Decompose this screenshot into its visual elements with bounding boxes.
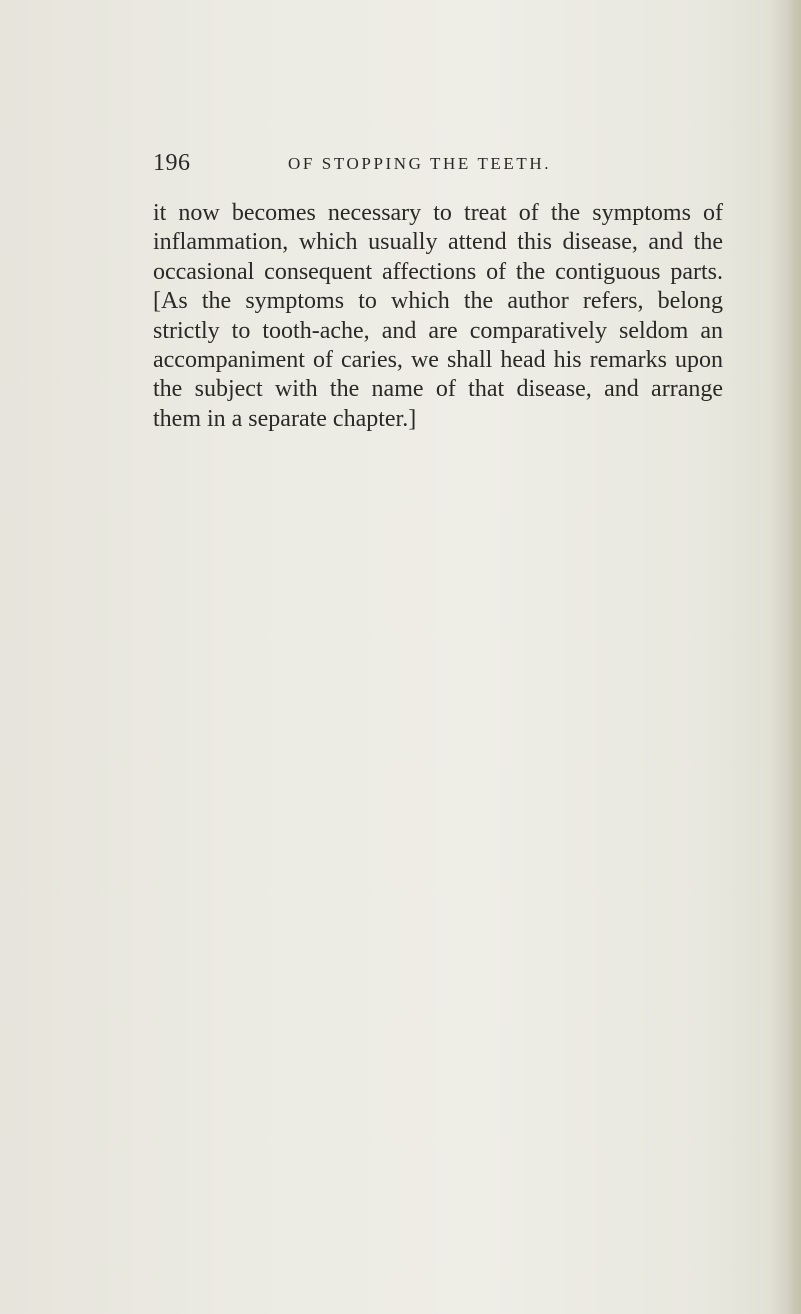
text-line: occasional consequent affections of the contiguous parts. [153,258,723,285]
body-paragraph [153,199,723,434]
text-line: accompaniment of caries, we shall head his remarks upon [153,347,723,374]
page-number: 196 [153,150,191,176]
text-line: [As the symptoms to which the author refers, belong [153,288,723,315]
text-line: them in a separate chapter.] [153,405,417,432]
text-line: the subject with the name of that disease, and arrange [153,376,723,403]
text-line: strictly to tooth-ache, and are comparatively seldom an [153,317,723,344]
text-line: it now becomes necessary to treat of the symptoms of [153,200,723,226]
running-head: OF STOPPING THE TEETH. [288,154,552,173]
text-line: inflammation, which usually attend this disease, and the [153,229,723,256]
page-header [153,148,613,180]
